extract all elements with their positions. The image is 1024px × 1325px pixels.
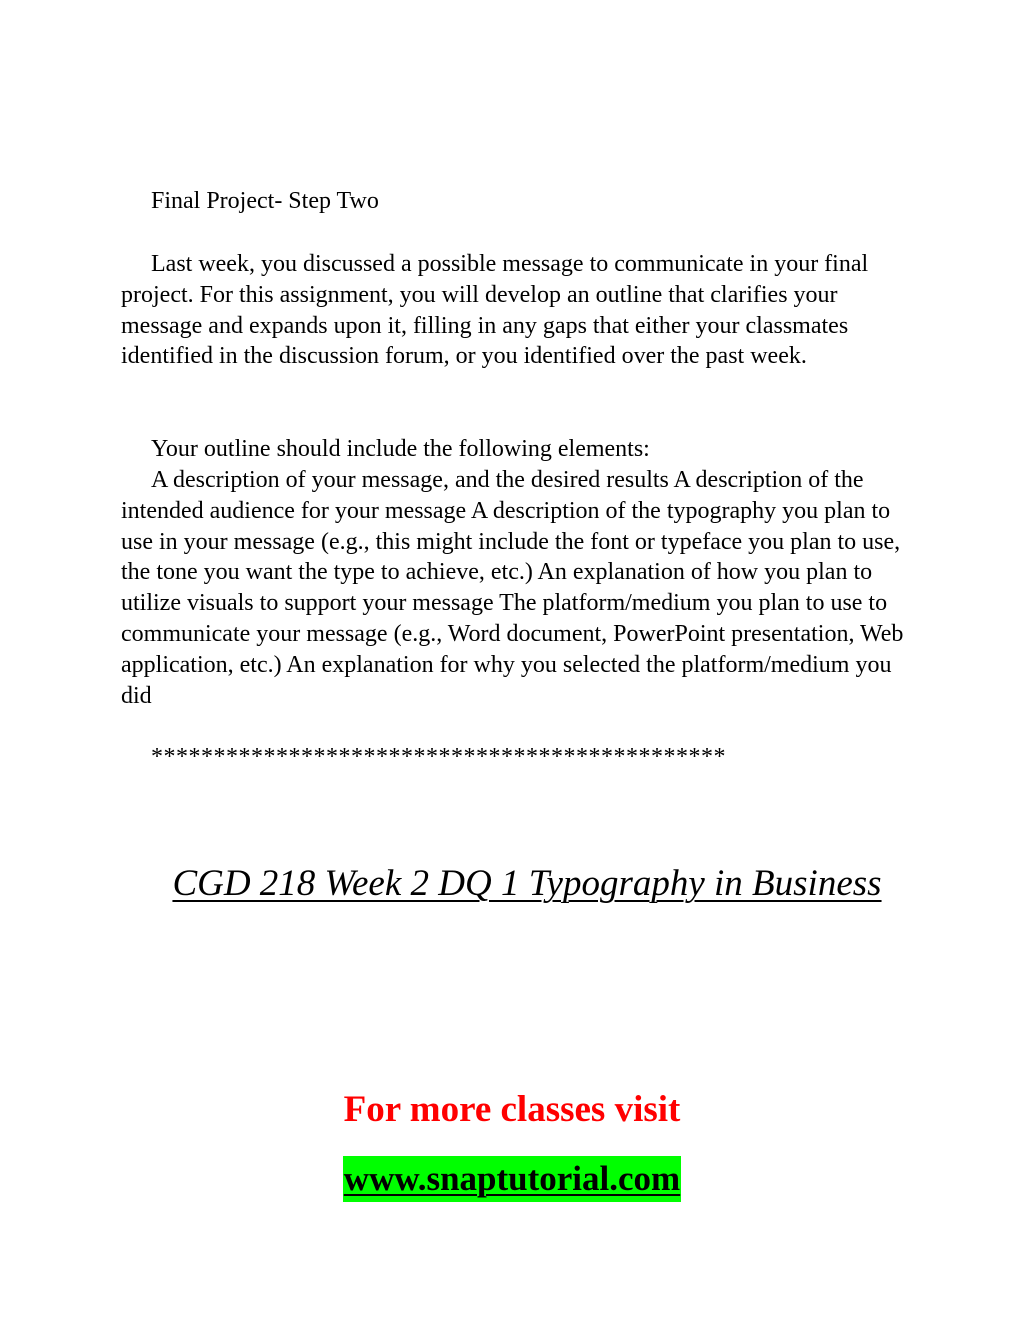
website-link[interactable]: www.snaptutorial.com: [343, 1156, 681, 1202]
promo-visit-text: For more classes visit: [343, 1089, 681, 1130]
separator-stars: **********************************************: [151, 744, 726, 770]
promo-link-row: [0, 1156, 1024, 1202]
project-title: Final Project- Step Two: [151, 188, 379, 214]
next-assignment-heading: CGD 218 Week 2 DQ 1 Typography in Business: [172, 863, 882, 904]
outline-intro: Your outline should include the following elements:: [151, 436, 650, 462]
assignment-paragraph: Last week, you discussed a possible message to communicate in your final project. For this assignment, you will develop an outline that clarifies your message and expands upon it, filling in any gaps that either your classmates identified in the discussion forum, or you identified over the past week.: [121, 251, 869, 370]
outline-elements: A description of your message, and the desired results A description of the intended audience for your message A description of the typography you plan to use in your message (e.g., this might include the font or typeface you plan to use, the tone you want the type to achieve, etc.) An explanation of how you plan to utilize visuals to support your message The platform/medium you plan to use to communicate your message (e.g., Word document, PowerPoint presentation, Web application, etc.) An explanation for why you selected the platform/medium you did: [121, 467, 904, 709]
